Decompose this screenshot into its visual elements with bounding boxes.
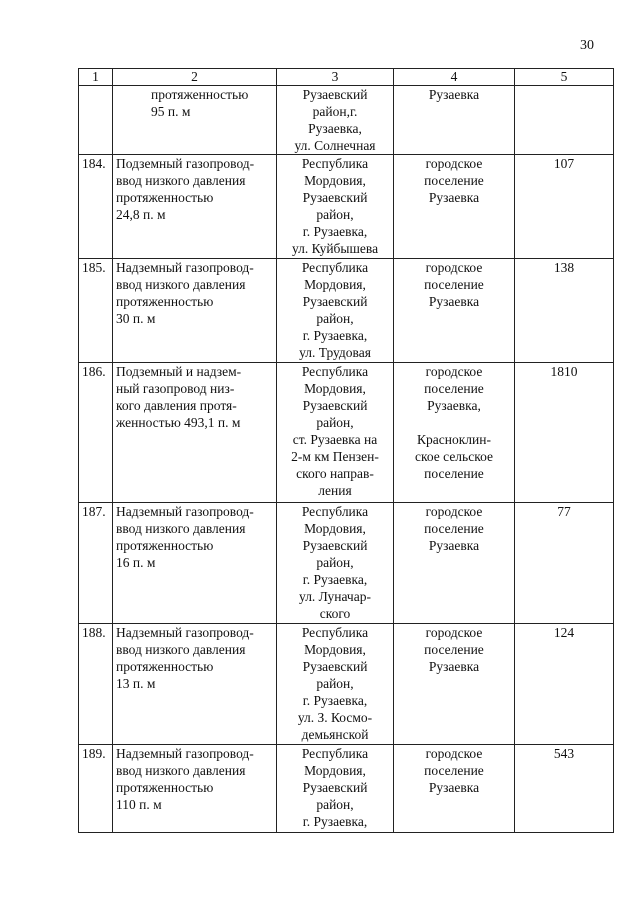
location-cell: Республика Мордовия, Рузаевский район, г. Рузаевка, ул. Луначар- ского bbox=[277, 503, 394, 624]
column-header: 4 bbox=[394, 69, 515, 86]
settlement-cell: городское поселение Рузаевка bbox=[394, 503, 515, 624]
object-description-cell bbox=[113, 363, 277, 503]
settlement-cell: городское поселение Рузаевка bbox=[394, 745, 515, 833]
row-number-cell: 189. bbox=[79, 745, 113, 833]
length-cell: 77 bbox=[515, 503, 614, 624]
column-header: 1 bbox=[79, 69, 113, 86]
column-header: 5 bbox=[515, 69, 614, 86]
object-description-cell: Надземный газопровод- ввод низкого давления протяженностью 13 п. м bbox=[113, 624, 277, 745]
row-number-cell bbox=[79, 86, 113, 155]
column-number-header-row bbox=[79, 69, 614, 86]
table-row bbox=[79, 86, 614, 155]
object-description-cell: Надземный газопровод- ввод низкого давления протяженностью 30 п. м bbox=[113, 259, 277, 363]
gas-pipeline-registry-table bbox=[78, 68, 614, 833]
location-cell: Республика Мордовия, Рузаевский район, г. Рузаевка, ул. З. Космо- демьянской bbox=[277, 624, 394, 745]
settlement-cell: городское поселение Рузаевка bbox=[394, 624, 515, 745]
location-cell: Республика Мордовия, Рузаевский район, ст. Рузаевка на 2-м км Пензен- ского направ- ления bbox=[277, 363, 394, 503]
location-cell: Республика Мордовия, Рузаевский район, г. Рузаевка, bbox=[277, 745, 394, 833]
length-cell: 543 bbox=[515, 745, 614, 833]
location-cell: Рузаевский район,г. Рузаевка, ул. Солнечная bbox=[277, 86, 394, 155]
table-row bbox=[79, 155, 614, 259]
column-header: 2 bbox=[113, 69, 277, 86]
table-row bbox=[79, 745, 614, 833]
column-header: 3 bbox=[277, 69, 394, 86]
row-number-cell: 186. bbox=[79, 363, 113, 503]
length-cell bbox=[515, 86, 614, 155]
object-description-text: Подземный и надзем- ный газопровод низ- кого давления протя- женностью 493,1 п. м bbox=[116, 364, 242, 430]
length-cell: 124 bbox=[515, 624, 614, 745]
length-cell: 107 bbox=[515, 155, 614, 259]
object-description-cell: протяженностью 95 п. м bbox=[113, 86, 277, 155]
table-row bbox=[79, 624, 614, 745]
settlement-cell: городское поселение Рузаевка bbox=[394, 155, 515, 259]
row-number-cell: 188. bbox=[79, 624, 113, 745]
object-description-cell: Надземный газопровод- ввод низкого давления протяженностью 16 п. м bbox=[113, 503, 277, 624]
row-number-cell: 187. bbox=[79, 503, 113, 624]
location-cell: Республика Мордовия, Рузаевский район, г. Рузаевка, ул. Куйбышева bbox=[277, 155, 394, 259]
length-cell: 1810 bbox=[515, 363, 614, 503]
object-description-cell: Надземный газопровод- ввод низкого давления протяженностью 110 п. м bbox=[113, 745, 277, 833]
settlement-cell: городское поселение Рузаевка, Красноклин- ское сельское поселение bbox=[394, 363, 515, 503]
table-row bbox=[79, 503, 614, 624]
location-cell: Республика Мордовия, Рузаевский район, г. Рузаевка, ул. Трудовая bbox=[277, 259, 394, 363]
length-cell: 138 bbox=[515, 259, 614, 363]
row-number-cell: 184. bbox=[79, 155, 113, 259]
object-description-cell: Подземный газопровод- ввод низкого давления протяженностью 24,8 п. м bbox=[113, 155, 277, 259]
page-number: 30 bbox=[580, 38, 594, 53]
table-row bbox=[79, 259, 614, 363]
row-number-cell: 185. bbox=[79, 259, 113, 363]
settlement-cell: городское поселение Рузаевка bbox=[394, 259, 515, 363]
table-row bbox=[79, 363, 614, 503]
settlement-cell: Рузаевка bbox=[394, 86, 515, 155]
